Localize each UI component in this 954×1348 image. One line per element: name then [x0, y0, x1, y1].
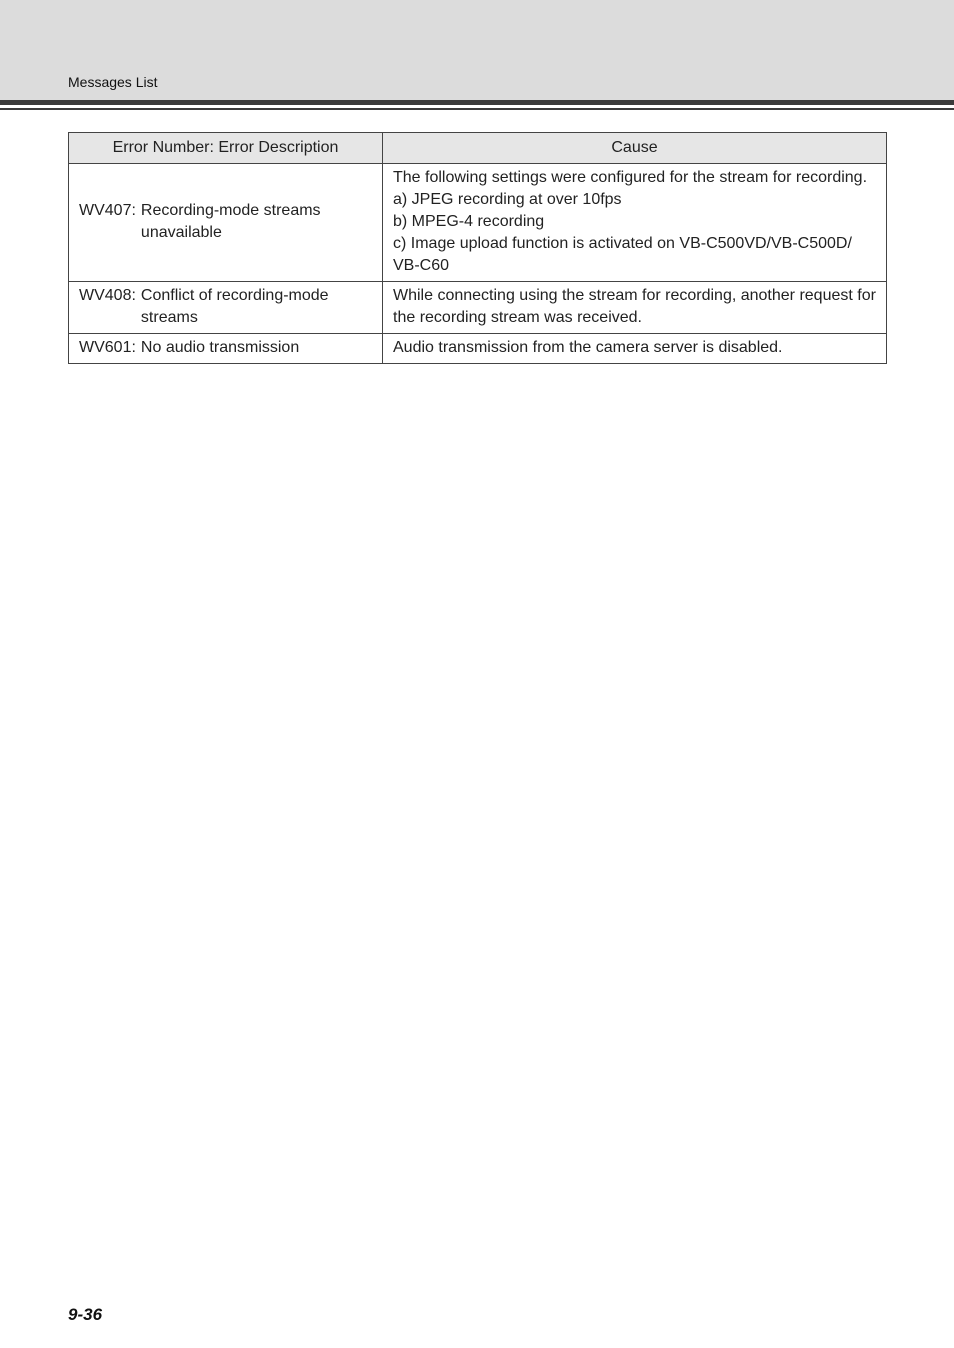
- cause-item: a) JPEG recording at over 10fps: [393, 191, 622, 208]
- error-description: Conflict of recording-mode streams: [140, 287, 329, 326]
- column-header-cause: Cause: [383, 133, 887, 164]
- section-title: Messages List: [68, 74, 158, 90]
- cause-text: Audio transmission from the camera server is disabled.: [393, 339, 783, 356]
- cause-item: c) Image upload function is activated on VB-C500VD/VB-C500D/ VB-C60: [393, 235, 852, 274]
- error-cell: [69, 164, 383, 282]
- cause-cell: [383, 334, 887, 364]
- header-rule-thin: [0, 108, 954, 110]
- error-code: WV408:: [79, 287, 136, 304]
- cause-cell: [383, 282, 887, 334]
- error-code: WV407:: [79, 202, 136, 219]
- error-cell: [69, 334, 383, 364]
- cause-cell: [383, 164, 887, 282]
- error-entry: [79, 285, 372, 329]
- table-row: [69, 282, 887, 334]
- error-code: WV601:: [79, 339, 136, 356]
- page-number: 9-36: [68, 1305, 103, 1324]
- cause-text: The following settings were configured for the stream for recording.: [393, 169, 868, 186]
- error-entry: [79, 337, 372, 359]
- messages-table: [68, 132, 887, 364]
- error-cell: [69, 282, 383, 334]
- error-description: Recording-mode streams unavailable: [140, 202, 321, 241]
- table-row: [69, 334, 887, 364]
- table-header-row: [69, 133, 887, 164]
- error-description: No audio transmission: [140, 339, 300, 356]
- header-rule-thick: [0, 100, 954, 105]
- cause-text: While connecting using the stream for recording, another request for the recording stream was received.: [393, 287, 876, 326]
- error-entry: [79, 200, 372, 244]
- cause-item: b) MPEG-4 recording: [393, 213, 545, 230]
- table-row: [69, 164, 887, 282]
- column-header-error: Error Number: Error Description: [69, 133, 383, 164]
